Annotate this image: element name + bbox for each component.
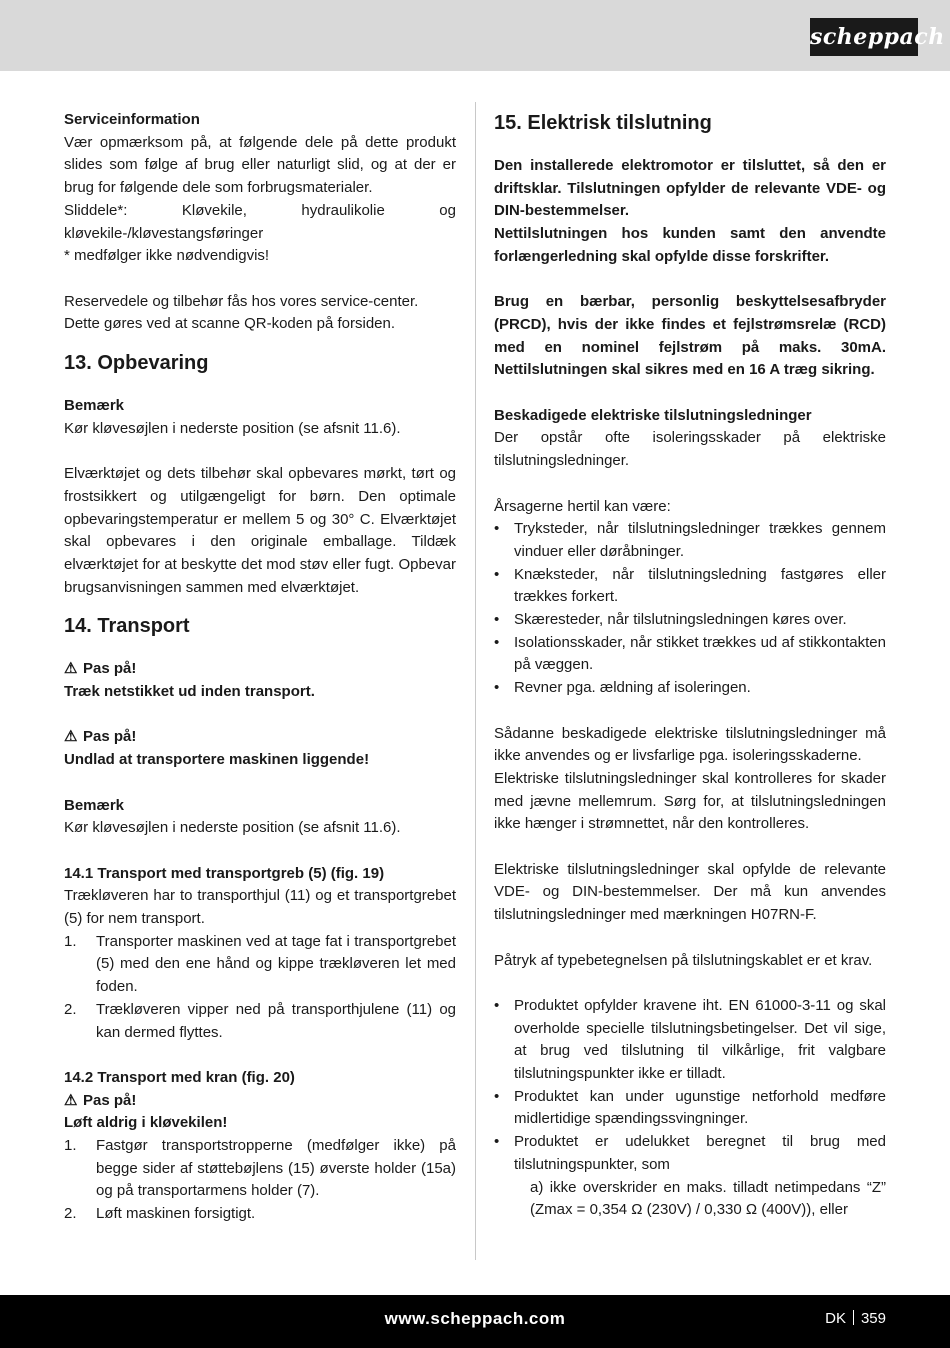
warning-2-heading: ⚠ Pas på! bbox=[64, 726, 456, 749]
warning-1-heading: ⚠ Pas på! bbox=[64, 658, 456, 681]
causes-intro: Årsagerne hertil kan være: bbox=[494, 497, 671, 515]
list-item: • Revner pga. ældning af isoleringen. bbox=[494, 679, 751, 697]
warning-1-text: Træk netstikket ud inden transport. bbox=[64, 683, 315, 701]
condition-a: a) ikke overskrider en maks. tilladt netimpedans “Z” (Zmax = 0,354 Ω (230V) / 0,330 Ω (400V)), eller bbox=[530, 1178, 886, 1219]
warning-3-heading: ⚠ Pas på! bbox=[64, 1090, 456, 1113]
warning-icon: ⚠ bbox=[64, 728, 78, 746]
section-13-title: 13. Opbevaring bbox=[64, 352, 209, 375]
section-14-title: 14. Transport bbox=[64, 615, 190, 638]
column-divider bbox=[475, 102, 476, 1260]
subsection-14-2-title: 14.2 Transport med kran (fig. 20) bbox=[64, 1068, 295, 1086]
list-item: • Knæksteder, når tilslutningsledning fastgøres eller trækkes forkert. bbox=[494, 565, 886, 606]
causes-list bbox=[494, 518, 886, 700]
list-item: 2. Løft maskinen forsigtigt. bbox=[64, 1205, 256, 1223]
spare-parts-text: Reservedele og tilbehør fås hos vores service-center. Dette gøres ved at scanne QR-koden på forsiden. bbox=[64, 292, 419, 333]
warning-2-text: Undlad at transportere maskinen liggende! bbox=[64, 751, 370, 769]
vde-text: Elektriske tilslutningsledninger skal opfylde de relevante VDE- og DIN-bestemmelser. Der må kun anvendes tilslutningsledninger med mærkningen H07RN-F. bbox=[494, 860, 886, 924]
subsection-14-2-steps bbox=[64, 1135, 456, 1226]
right-column bbox=[494, 109, 886, 1222]
conditions-list bbox=[494, 995, 886, 1222]
subsection-14-1-steps bbox=[64, 931, 456, 1045]
note-2-heading: Bemærk bbox=[64, 796, 125, 814]
note-1-text: Kør kløvesøjlen i nederste position (se afsnit 11.6). bbox=[64, 419, 401, 437]
list-item: • Produktet kan under ugunstige netforhold medføre midlertidige spændingssvingninger. bbox=[494, 1087, 886, 1128]
not-included-note: * medfølger ikke nødvendigvis! bbox=[64, 247, 270, 265]
list-item: 2. Trækløveren vipper ned på transporthjulene (11) og kan dermed flyttes. bbox=[64, 1000, 456, 1041]
note-1-heading: Bemærk bbox=[64, 397, 125, 415]
page-number bbox=[825, 1310, 886, 1327]
intro-bold-2: Nettilslutningen hos kunden samt den anvendte forlængerledning skal opfylde disse forskrifter. bbox=[494, 225, 886, 265]
wear-parts-text: Sliddele*: Kløvekile, hydraulikolie og kløvekile-/kløvestangsføringer bbox=[64, 201, 456, 242]
damaged-cables-text: Der opstår ofte isoleringsskader på elektriske tilslutningsledninger. bbox=[494, 429, 886, 470]
warning-3-text: Løft aldrig i kløvekilen! bbox=[64, 1114, 228, 1132]
warning-icon: ⚠ bbox=[64, 1091, 78, 1109]
section-15-title: 15. Elektrisk tilslutning bbox=[494, 112, 712, 134]
page-number-value: 359 bbox=[860, 1310, 886, 1327]
list-item: • Produktet opfylder kravene iht. EN 61000-3-11 og skal overholde specielle tilslutningsbetingelser. Det vil sige, at brug ved tilslutning til vilkårlige, frit valgbare tilslutningspunkter ikke er tilladt. bbox=[494, 996, 886, 1083]
subsection-14-1-title: 14.1 Transport med transportgreb (5) (fig. 19) bbox=[64, 864, 385, 882]
storage-text: Elværktøjet og dets tilbehør skal opbevares mørkt, tørt og frostsikkert og utilgængeligt for børn. Den optimale opbevaringstemperatur er mellem 5 og 30° C. Elværktøjet skal opbevares i den originale emballage. Tildæk elværktøjet for at beskytte det mod støv eller fugt. Opbevar brugsanvisningen sammen med elværktøjet. bbox=[64, 465, 456, 596]
danger-text: Sådanne beskadigede elektriske tilslutningsledninger må ikke anvendes og er livsfarlige pga. isoleringsskaderne. bbox=[494, 724, 886, 765]
scheppach-logo: scheppach bbox=[810, 18, 918, 56]
list-item: • Tryksteder, når tilslutningsledninger trækkes gennem vinduer eller døråbninger. bbox=[494, 520, 886, 560]
left-column bbox=[64, 109, 456, 1226]
page-header bbox=[0, 0, 950, 71]
list-item: • Skæresteder, når tilslutningsledningen køres over. bbox=[494, 611, 847, 629]
list-item: 1. Fastgør transportstropperne (medfølger ikke) på begge sider af støttebøjlens (15) øverste holder (15a) og på transportarmens holder (7). bbox=[64, 1137, 456, 1200]
service-heading: Serviceinformation bbox=[64, 111, 200, 128]
warning-icon: ⚠ bbox=[64, 660, 78, 678]
website-url: www.scheppach.com bbox=[384, 1309, 566, 1328]
damaged-cables-heading: Beskadigede elektriske tilslutningsledninger bbox=[494, 406, 812, 424]
list-item: 1. Transporter maskinen ved at tage fat i transportgrebet (5) med den ene hånd og kippe trækløveren let med foden. bbox=[64, 932, 456, 996]
prcd-text: Brug en bærbar, personlig beskyttelsesafbryder (PRCD), hvis der ikke findes et fejlstrømsrelæ (RCD) med en nominel fejlstrøm på maks. 30mA. Nettilslutningen skal sikres med en 16 A træg sikring. bbox=[494, 293, 886, 379]
page-footer bbox=[0, 1295, 950, 1348]
list-item: • Produktet er udelukket beregnet til brug med tilslutningspunkter, som a) ikke overskrider en maks. tilladt netimpedans “Z” (Zmax = 0,354 Ω (230V) / 0,330 Ω (400V)), eller bbox=[494, 1131, 886, 1222]
intro-bold-1: Den installerede elektromotor er tilsluttet, så den er driftsklar. Tilslutningen opfylder de relevante VDE- og DIN-bestemmelser. bbox=[494, 157, 886, 220]
language-code: DK bbox=[825, 1310, 846, 1327]
subsection-14-1-text: Trækløveren har to transporthjul (11) og et transportgrebet (5) for nem transport. bbox=[64, 887, 456, 928]
service-text: Vær opmærksom på, at følgende dele på dette produkt slides som følge af brug eller naturligt slid, og at der er brug for følgende dele som forbrugsmaterialer. bbox=[64, 133, 456, 197]
typeplate-text: Påtryk af typebetegnelsen på tilslutningskablet er et krav. bbox=[494, 951, 873, 969]
check-text: Elektriske tilslutningsledninger skal kontrolleres for skader med jævne mellemrum. Sørg for, at tilslutningsledningen ikke hænger i strømnettet, når den kontrolleres. bbox=[494, 769, 886, 833]
note-2-text: Kør kløvesøjlen i nederste position (se afsnit 11.6). bbox=[64, 819, 401, 837]
list-item: • Isolationsskader, når stikket trækkes ud af stikkontakten på væggen. bbox=[494, 633, 886, 674]
